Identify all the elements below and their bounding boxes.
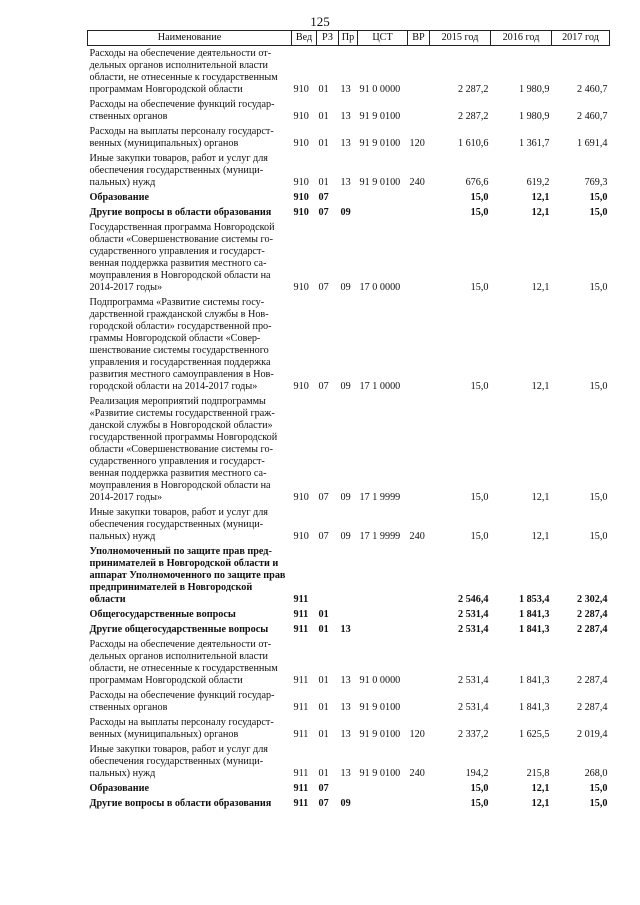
table-row [88, 207, 610, 222]
cell-vr [408, 207, 430, 222]
cell-name: Иные закупки товаров, работ и услуг для обеспечения государственных (муници-пальных) нужд [89, 744, 268, 779]
cell-2015: 15,0 [470, 798, 489, 809]
table-row [88, 396, 610, 507]
cell-name: Другие вопросы в области образования [89, 798, 272, 809]
cell-2016: 1 361,7 [518, 138, 550, 149]
budget-table [87, 30, 610, 813]
table-row [88, 153, 610, 192]
cell-pr: 09 [340, 798, 351, 809]
cell-cst: 91 0 0000 [359, 84, 401, 95]
cell-2016: 619,2 [526, 177, 550, 188]
cell-ved: 910 [293, 492, 309, 503]
cell-2016: 12,1 [531, 282, 550, 293]
cell-vr [408, 609, 430, 624]
cell-2015: 1 610,6 [457, 138, 489, 149]
cell-pr: 09 [340, 492, 351, 503]
cell-name: Реализация мероприятий подпрограммы «Развитие системы государственной граж-данской службы в Новгородской области» государственной программы Новгородской области «Совершенствование системы го-сударственного управления и государст-венная поддержка развития местного са-моуправления в Новгородской области на 2014-2017 годы» [89, 396, 278, 503]
cell-2016: 1 841,3 [518, 609, 550, 620]
col-header-2017: 2017 год [552, 31, 610, 46]
cell-name: Общегосударственные вопросы [89, 609, 236, 620]
cell-rz: 07 [318, 192, 329, 203]
table-row [88, 798, 610, 813]
cell-ved: 911 [293, 609, 309, 620]
cell-ved: 911 [293, 729, 309, 740]
cell-rz: 01 [318, 768, 329, 779]
cell-2016: 1 841,3 [518, 702, 550, 713]
cell-pr: 13 [340, 138, 351, 149]
cell-pr [339, 783, 358, 798]
cell-2017: 1 691,4 [576, 138, 608, 149]
cell-2017: 2 302,4 [576, 594, 608, 605]
table-body [88, 46, 610, 814]
cell-ved: 911 [293, 783, 309, 794]
cell-ved: 911 [293, 675, 309, 686]
cell-2017: 2 019,4 [576, 729, 608, 740]
cell-ved: 911 [293, 594, 309, 605]
cell-name: Расходы на обеспечение деятельности от-дельных органов исполнительной власти области, не отнесенные к государственным программам Новгородской области [89, 639, 278, 686]
cell-rz [317, 546, 339, 609]
cell-rz: 01 [318, 84, 329, 95]
cell-pr: 13 [340, 729, 351, 740]
table-row [88, 609, 610, 624]
cell-ved: 911 [293, 624, 309, 635]
table-row [88, 546, 610, 609]
cell-2017: 15,0 [589, 531, 608, 542]
cell-cst [358, 783, 408, 798]
cell-name: Расходы на выплаты персоналу государст-венных (муниципальных) органов [89, 717, 274, 740]
cell-cst: 17 1 9999 [359, 531, 401, 542]
cell-2016: 12,1 [531, 492, 550, 503]
col-header-2016: 2016 год [491, 31, 552, 46]
cell-2017: 2 460,7 [576, 111, 608, 122]
cell-2015: 2 531,4 [457, 609, 489, 620]
cell-2016: 1 625,5 [518, 729, 550, 740]
cell-name: Подпрограмма «Развитие системы госу-дарственной гражданской службы в Нов-городской области» государственной про-граммы Новгородской области «Совер-шенствование системы государственного управления и государственная поддержка развития местного самоуправления в Нов-городской области на 2014-2017 годы» [89, 297, 274, 392]
cell-2017: 15,0 [589, 282, 608, 293]
cell-cst: 17 1 9999 [359, 492, 401, 503]
cell-2017: 15,0 [589, 381, 608, 392]
cell-rz: 07 [318, 531, 329, 542]
cell-pr: 13 [340, 111, 351, 122]
cell-2015: 2 287,2 [457, 84, 489, 95]
cell-name: Образование [89, 783, 150, 794]
cell-2016: 215,8 [526, 768, 550, 779]
cell-name: Государственная программа Новгородской области «Совершенствование системы го-сударственного управления и государст-венная поддержка развития местного са-моуправления в Новгородской области на 2014-2017 годы» [89, 222, 275, 293]
cell-2017: 2 287,4 [576, 702, 608, 713]
cell-rz: 07 [318, 207, 329, 218]
col-header-name: Наименование [88, 31, 292, 46]
cell-cst [358, 624, 408, 639]
cell-pr: 09 [340, 207, 351, 218]
cell-ved: 910 [293, 207, 309, 218]
cell-rz: 07 [318, 798, 329, 809]
table-row [88, 783, 610, 798]
cell-2017: 2 287,4 [576, 624, 608, 635]
cell-vr [408, 192, 430, 207]
col-header-vr: ВР [408, 31, 430, 46]
cell-pr: 09 [340, 282, 351, 293]
cell-2015: 2 337,2 [457, 729, 489, 740]
cell-rz: 01 [318, 675, 329, 686]
cell-rz: 01 [318, 177, 329, 188]
cell-cst [358, 798, 408, 813]
table-row [88, 222, 610, 297]
cell-2015: 2 531,4 [457, 675, 489, 686]
cell-2015: 676,6 [465, 177, 489, 188]
cell-ved: 910 [293, 138, 309, 149]
cell-2015: 2 531,4 [457, 702, 489, 713]
cell-name: Расходы на обеспечение функций государ-ственных органов [89, 99, 275, 122]
cell-rz: 01 [318, 138, 329, 149]
cell-vr: 120 [409, 729, 425, 740]
cell-2015: 2 531,4 [457, 624, 489, 635]
page-number: 125 [310, 14, 330, 29]
cell-ved: 910 [293, 531, 309, 542]
cell-vr [408, 99, 430, 126]
table-row [88, 624, 610, 639]
cell-cst: 91 9 0100 [359, 177, 401, 188]
cell-vr: 240 [409, 531, 425, 542]
table-row [88, 99, 610, 126]
cell-rz: 07 [318, 381, 329, 392]
cell-cst: 91 9 0100 [359, 111, 401, 122]
cell-2017: 2 287,4 [576, 609, 608, 620]
cell-rz: 01 [318, 729, 329, 740]
col-header-ved: Вед [292, 31, 317, 46]
cell-pr: 13 [340, 177, 351, 188]
cell-2016: 12,1 [531, 381, 550, 392]
cell-vr [408, 639, 430, 690]
cell-ved: 910 [293, 282, 309, 293]
cell-2015: 15,0 [470, 282, 489, 293]
cell-pr: 09 [340, 381, 351, 392]
cell-ved: 910 [293, 192, 309, 203]
cell-cst: 91 9 0100 [359, 729, 401, 740]
col-header-rz: РЗ [317, 31, 339, 46]
table-row [88, 192, 610, 207]
cell-ved: 910 [293, 177, 309, 188]
cell-2016: 1 980,9 [518, 84, 550, 95]
cell-cst [358, 207, 408, 222]
cell-rz: 07 [318, 492, 329, 503]
cell-2016: 12,1 [531, 192, 550, 203]
table-row [88, 639, 610, 690]
cell-ved: 910 [293, 84, 309, 95]
table-row [88, 507, 610, 546]
cell-2017: 268,0 [584, 768, 608, 779]
cell-name: Образование [89, 192, 150, 203]
cell-vr [408, 798, 430, 813]
table-row [88, 717, 610, 744]
cell-cst [358, 609, 408, 624]
table-row [88, 297, 610, 396]
cell-vr: 240 [409, 177, 425, 188]
cell-name: Расходы на выплаты персоналу государст-венных (муниципальных) органов [89, 126, 274, 149]
cell-pr [339, 546, 358, 609]
cell-vr [408, 690, 430, 717]
cell-2016: 1 841,3 [518, 624, 550, 635]
cell-2017: 15,0 [589, 192, 608, 203]
cell-vr [408, 46, 430, 100]
cell-2015: 15,0 [470, 492, 489, 503]
cell-pr: 13 [340, 702, 351, 713]
col-header-pr: Пр [339, 31, 358, 46]
cell-2016: 1 841,3 [518, 675, 550, 686]
cell-2015: 194,2 [465, 768, 489, 779]
cell-name: Иные закупки товаров, работ и услуг для обеспечения государственных (муници-пальных) нужд [89, 153, 268, 188]
cell-cst [358, 546, 408, 609]
cell-2015: 2 546,4 [457, 594, 489, 605]
cell-ved: 911 [293, 702, 309, 713]
cell-vr [408, 546, 430, 609]
cell-rz: 01 [318, 609, 329, 620]
cell-2016: 12,1 [531, 798, 550, 809]
cell-pr: 13 [340, 768, 351, 779]
cell-2017: 15,0 [589, 207, 608, 218]
cell-ved: 911 [293, 798, 309, 809]
cell-rz: 07 [318, 783, 329, 794]
cell-vr: 120 [409, 138, 425, 149]
table-row [88, 126, 610, 153]
col-header-2015: 2015 год [430, 31, 491, 46]
cell-pr [339, 609, 358, 624]
cell-name: Иные закупки товаров, работ и услуг для обеспечения государственных (муници-пальных) нужд [89, 507, 268, 542]
col-header-cst: ЦСТ [358, 31, 408, 46]
cell-2015: 15,0 [470, 207, 489, 218]
cell-cst: 91 9 0100 [359, 702, 401, 713]
cell-cst: 91 0 0000 [359, 675, 401, 686]
cell-vr [408, 297, 430, 396]
cell-2015: 2 287,2 [457, 111, 489, 122]
cell-2016: 1 980,9 [518, 111, 550, 122]
cell-vr: 240 [409, 768, 425, 779]
cell-2016: 12,1 [531, 207, 550, 218]
cell-2015: 15,0 [470, 192, 489, 203]
cell-ved: 910 [293, 111, 309, 122]
cell-2015: 15,0 [470, 381, 489, 392]
table-row [88, 744, 610, 783]
cell-vr [408, 396, 430, 507]
cell-pr [339, 192, 358, 207]
cell-2015: 15,0 [470, 783, 489, 794]
cell-2017: 15,0 [589, 798, 608, 809]
cell-name: Расходы на обеспечение функций государ-ственных органов [89, 690, 275, 713]
cell-2017: 2 287,4 [576, 675, 608, 686]
cell-2015: 15,0 [470, 531, 489, 542]
cell-2017: 769,3 [584, 177, 608, 188]
cell-2017: 2 460,7 [576, 84, 608, 95]
cell-ved: 911 [293, 768, 309, 779]
cell-name: Другие общегосударственные вопросы [89, 624, 269, 635]
cell-name: Расходы на обеспечение деятельности от-дельных органов исполнительной власти области, не отнесенные к государственным программам Новгородской области [89, 48, 278, 95]
cell-cst: 91 9 0100 [359, 138, 401, 149]
cell-rz: 07 [318, 282, 329, 293]
cell-2017: 15,0 [589, 492, 608, 503]
cell-ved: 910 [293, 381, 309, 392]
cell-2016: 1 853,4 [518, 594, 550, 605]
cell-rz: 01 [318, 624, 329, 635]
cell-vr [408, 783, 430, 798]
cell-name: Другие вопросы в области образования [89, 207, 272, 218]
table-header-row [88, 31, 610, 46]
cell-vr [408, 624, 430, 639]
cell-2016: 12,1 [531, 783, 550, 794]
cell-2016: 12,1 [531, 531, 550, 542]
cell-rz: 01 [318, 702, 329, 713]
cell-pr: 13 [340, 84, 351, 95]
cell-cst: 17 1 0000 [359, 381, 401, 392]
cell-cst: 91 9 0100 [359, 768, 401, 779]
table-row [88, 690, 610, 717]
cell-cst [358, 192, 408, 207]
cell-pr: 13 [340, 675, 351, 686]
cell-pr: 13 [340, 624, 351, 635]
cell-vr [408, 222, 430, 297]
cell-rz: 01 [318, 111, 329, 122]
cell-name: Уполномоченный по защите прав пред-принимателей в Новгородской области и аппарат Уполномоченного по защите прав предпринимателей в Новгородской области [89, 546, 286, 605]
cell-2017: 15,0 [589, 783, 608, 794]
cell-cst: 17 0 0000 [359, 282, 401, 293]
table-row [88, 46, 610, 100]
cell-pr: 09 [340, 531, 351, 542]
